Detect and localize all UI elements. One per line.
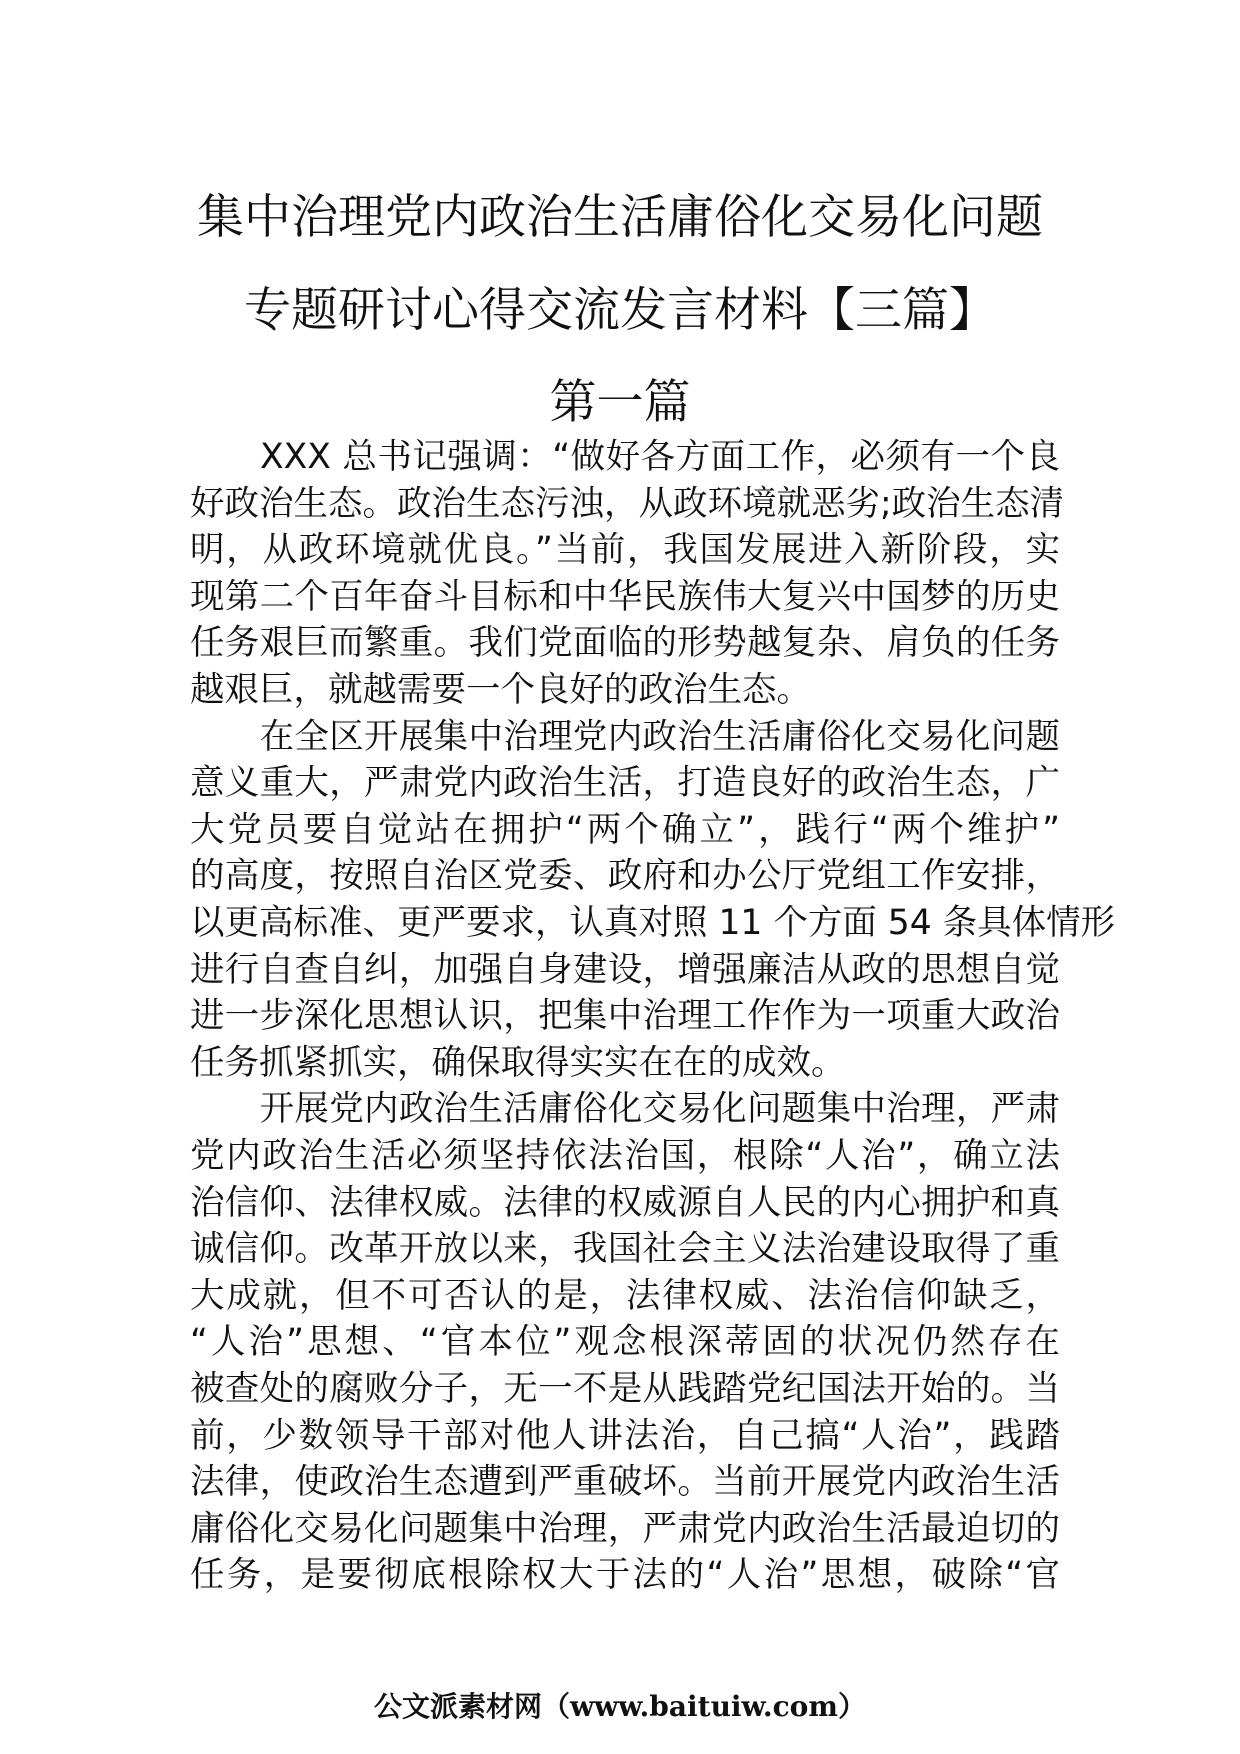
body-line: 意义重大，严肃党内政治生活，打造良好的政治生态，广: [190, 763, 1060, 804]
body-line: 大党员要自觉站在拥护“两个确立”，践行“两个维护”: [190, 809, 1060, 850]
body-line: 明，从政环境就优良。”当前，我国发展进入新阶段，实: [190, 530, 1060, 571]
body-line: 进一步深化思想认识，把集中治理工作作为一项重大政治: [190, 996, 1060, 1037]
body-line: 诚信仰。改革开放以来，我国社会主义法治建设取得了重: [190, 1229, 1060, 1270]
body-line: 的高度，按照自治区党委、政府和办公厅党组工作安排，: [190, 856, 1060, 897]
body-line: XXX 总书记强调：“做好各方面工作，必须有一个良: [190, 437, 1060, 477]
document-title-line-2: 专题研讨心得交流发言材料【三篇】: [244, 283, 996, 338]
body-line: 以更高标准、更严要求，认真对照 11 个方面 54 条具体情形: [190, 903, 1116, 943]
body-line: 党内政治生活必须坚持依法治国，根除“人治”，确立法: [190, 1136, 1060, 1176]
body-line: 现第二个百年奋斗目标和中华民族伟大复兴中国梦的历史: [190, 576, 1060, 617]
section-heading: 第一篇: [549, 375, 691, 430]
body-line: 进行自查自纠，加强自身建设，增强廉洁从政的思想自觉: [190, 949, 1060, 990]
body-line: 前，少数领导干部对他人讲法治，自己搞“人治”，践踏: [190, 1415, 1060, 1456]
body-line: 在全区开展集中治理党内政治生活庸俗化交易化问题: [190, 716, 1060, 757]
body-line: 治信仰、法律权威。法律的权威源自人民的内心拥护和真: [190, 1182, 1060, 1223]
body-line: 任务艰巨而繁重。我们党面临的形势越复杂、肩负的任务: [190, 623, 1060, 664]
body-line: 开展党内政治生活庸俗化交易化问题集中治理，严肃: [190, 1089, 1060, 1130]
body-line: 被查处的腐败分子，无一不是从践踏党纪国法开始的。当: [190, 1369, 1060, 1409]
body-line: 任务抓紧抓实，确保取得实实在在的成效。: [190, 1042, 846, 1083]
body-line: 越艰巨，就越需要一个良好的政治生态。: [190, 670, 811, 710]
document-title-line-1: 集中治理党内政治生活庸俗化交易化问题: [197, 190, 1043, 245]
footer-watermark: 公文派素材网（www.baituiw.com）: [374, 1690, 866, 1723]
body-line: 大成就，但不可否认的是，法律权威、法治信仰缺乏，: [190, 1275, 1060, 1316]
body-line: 法律，使政治生态遭到严重破坏。当前开展党内政治生活: [190, 1462, 1060, 1503]
body-line: “人治”思想、“官本位”观念根深蒂固的状况仍然存在: [190, 1322, 1060, 1363]
body-line: 庸俗化交易化问题集中治理，严肃党内政治生活最迫切的: [190, 1508, 1060, 1549]
body-line: 任务，是要彻底根除权大于法的“人治”思想，破除“官: [190, 1555, 1060, 1596]
body-line: 好政治生态。政治生态污浊，从政环境就恶劣;政治生态清: [190, 483, 1065, 524]
